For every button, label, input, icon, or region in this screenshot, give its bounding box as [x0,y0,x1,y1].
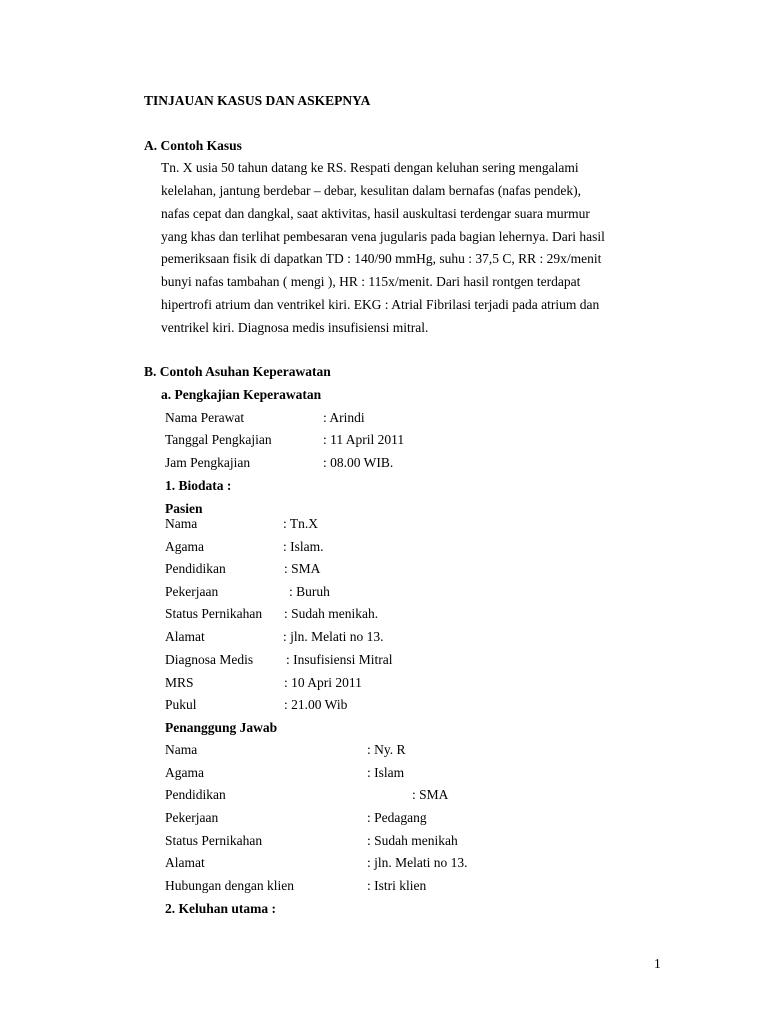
paragraph-line: hipertrofi atrium dan ventrikel kiri. EKG : Atrial Fibrilasi terjadi pada atrium dan [161,297,600,312]
field-value: : Arindi [323,410,365,425]
pasien-heading: Pasien [165,501,203,516]
document-title: TINJAUAN KASUS DAN ASKEPNYA [144,93,371,108]
paragraph-line: nafas cepat dan dangkal, saat aktivitas, hasil auskultasi terdengar suara murmur [161,206,590,221]
field-label: Nama [165,742,198,757]
field-label: Pekerjaan [165,810,219,825]
field-value: : 11 April 2011 [323,432,405,447]
page-number: 1 [654,956,661,971]
field-value: : Istri klien [367,878,427,893]
field-value: : 08.00 WIB. [323,455,394,470]
paragraph-line: kelelahan, jantung berdebar – debar, kesulitan dalam bernafas (nafas pendek), [161,183,582,198]
section-b-heading: B. Contoh Asuhan Keperawatan [144,364,331,379]
field-label: MRS [165,675,194,690]
field-label: Pendidikan [165,561,226,576]
field-label: Status Pernikahan [165,833,263,848]
field-label: Nama [165,516,198,531]
paragraph-line: ventrikel kiri. Diagnosa medis insufisiensi mitral. [161,320,429,335]
field-value: : Sudah menikah. [284,606,379,621]
field-label: Alamat [165,629,205,644]
paragraph-line: yang khas dan terlihat pembesaran vena jugularis pada bagian lehernya. Dari hasil [161,229,605,244]
field-value: : Islam. [283,539,324,554]
section-a-heading: A. Contoh Kasus [144,138,242,153]
field-label: Pekerjaan [165,584,219,599]
biodata-heading: 1. Biodata : [165,478,232,493]
paragraph-line: Tn. X usia 50 tahun datang ke RS. Respati dengan keluhan sering mengalami [161,160,579,175]
field-label: Pukul [165,697,197,712]
field-label: Diagnosa Medis [165,652,254,667]
field-value: : Buruh [289,584,330,599]
field-value: : jln. Melati no 13. [367,855,468,870]
field-value: : Pedagang [367,810,427,825]
paragraph-line: pemeriksaan fisik di dapatkan TD : 140/90 mmHg, suhu : 37,5 C, RR : 29x/menit [161,251,602,266]
field-label: Status Pernikahan [165,606,263,621]
keluhan-utama-heading: 2. Keluhan utama : [165,901,277,916]
field-value: : Islam [367,765,405,780]
field-value: : 21.00 Wib [284,697,348,712]
field-value: : Tn.X [283,516,319,531]
field-label: Nama Perawat [165,410,245,425]
field-label: Agama [165,765,204,780]
field-label: Pendidikan [165,787,226,802]
field-value: : SMA [284,561,321,576]
paragraph-line: bunyi nafas tambahan ( mengi ), HR : 115x/menit. Dari hasil rontgen terdapat [161,274,581,289]
field-label: Agama [165,539,204,554]
field-value: : SMA [412,787,449,802]
field-value: : Sudah menikah [367,833,458,848]
field-label: Tanggal Pengkajian [165,432,272,447]
field-value: : Ny. R [367,742,406,757]
penanggung-jawab-heading: Penanggung Jawab [165,720,278,735]
field-value: : 10 Apri 2011 [284,675,362,690]
field-value: : jln. Melati no 13. [283,629,384,644]
subsection-a-heading: a. Pengkajian Keperawatan [161,387,322,402]
field-value: : Insufisiensi Mitral [286,652,393,667]
field-label: Hubungan dengan klien [165,878,294,893]
field-label: Jam Pengkajian [165,455,251,470]
field-label: Alamat [165,855,205,870]
